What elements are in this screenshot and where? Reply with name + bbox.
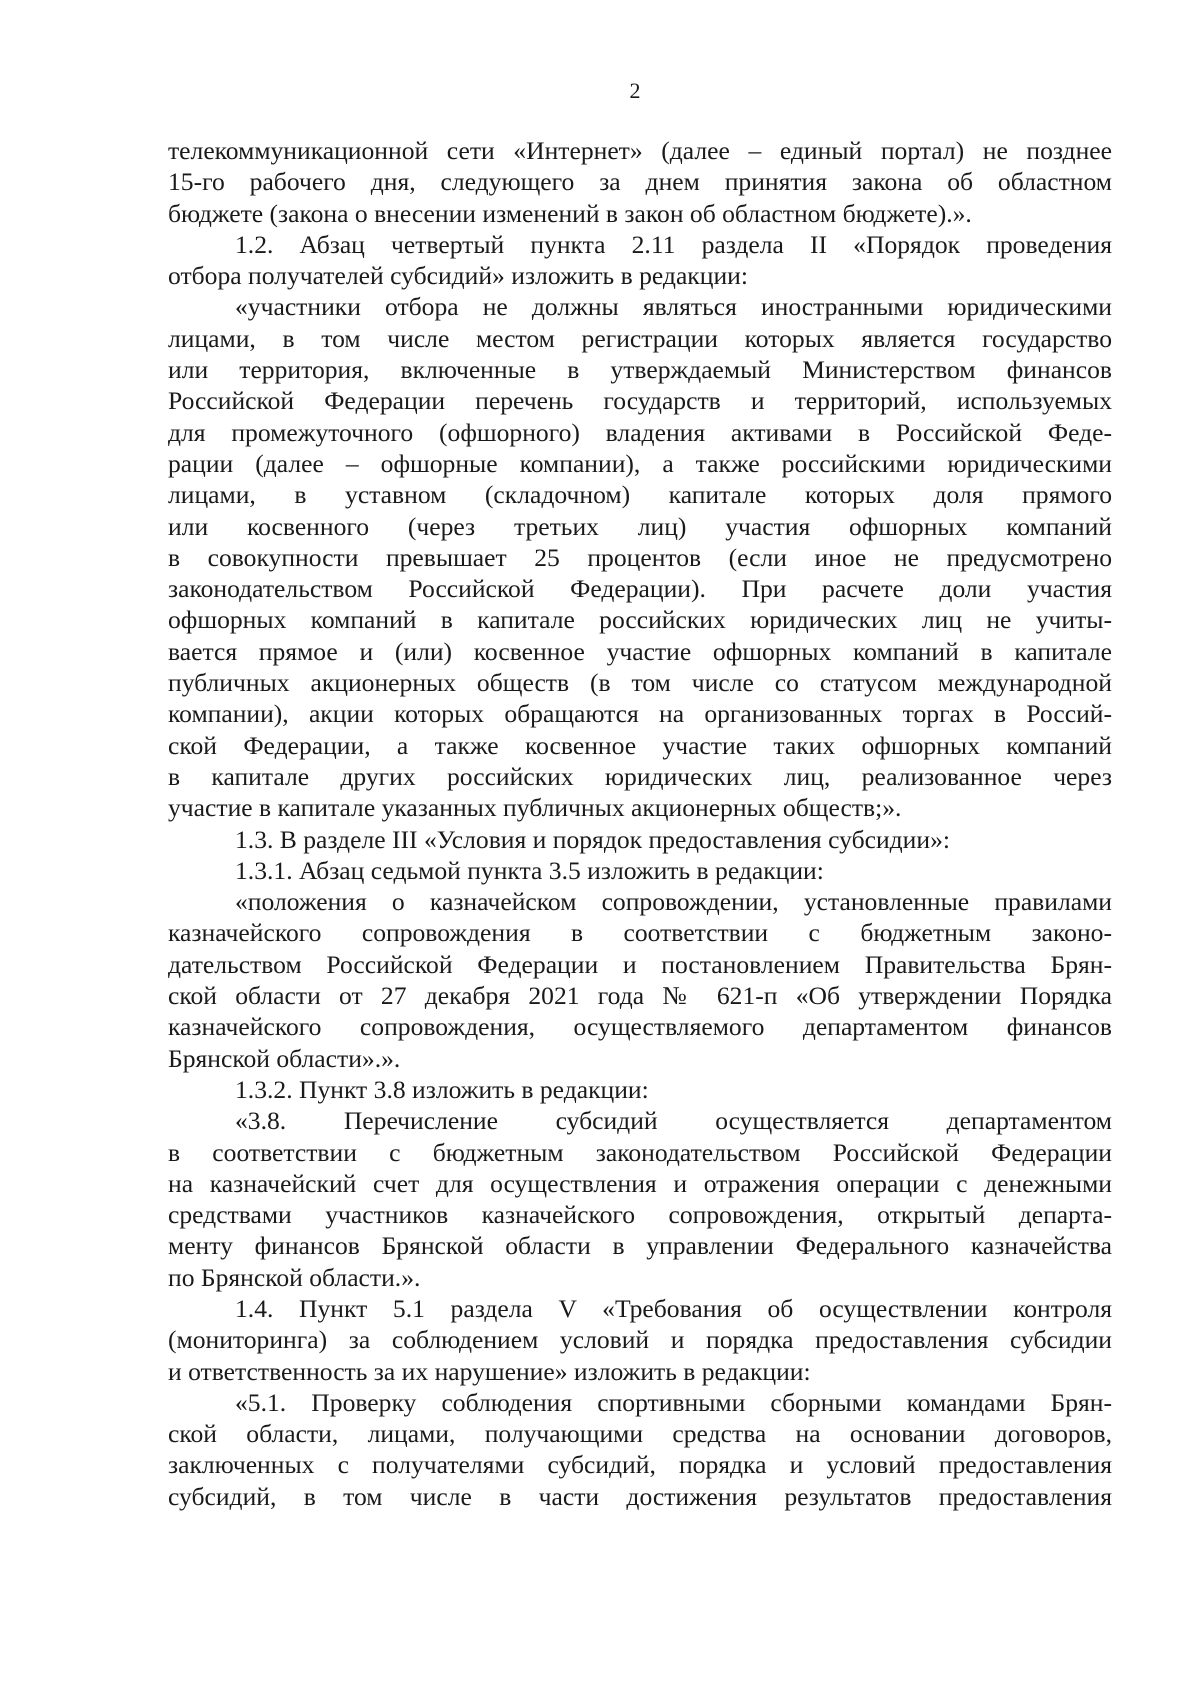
paragraph-8-line-3: на казначейский счет для осуществления и отражения операции с денежными [168,1168,1112,1198]
paragraph-10-line-1: «5.1. Проверку соблюдения спортивными сборными командами Брян- [235,1387,1112,1417]
paragraph-3-line-7: лицами, в уставном (складочном) капитале которых доля прямого [168,480,1112,510]
paragraph-6-line-6: Брянской области».». [168,1043,401,1073]
paragraph-8-line-4: средствами участников казначейского сопровождения, открытый департа- [168,1200,1112,1230]
paragraph-6-line-2: казначейского сопровождения в соответствии с бюджетным законо- [168,918,1112,948]
paragraph-1-line-2: 15-го рабочего дня, следующего за днем принятия закона об областном [168,167,1112,197]
paragraph-3-line-2: лицами, в том числе местом регистрации которых является государство [168,323,1112,353]
paragraph-1-line-3: бюджете (закона о внесении изменений в закон об областном бюджете).». [168,198,972,228]
paragraph-3-line-12: вается прямое и (или) косвенное участие офшорных компаний в капитале [168,636,1112,666]
paragraph-6-line-5: казначейского сопровождения, осуществляемого департаментом финансов [168,1012,1112,1042]
paragraph-8-line-5: менту финансов Брянской области в управлении Федерального казначейства [168,1231,1112,1261]
paragraph-3-line-10: законодательством Российской Федерации). При расчете доли участия [168,574,1112,604]
paragraph-2-line-2: отбора получателей субсидий» изложить в редакции: [168,261,748,291]
paragraph-3-line-15: ской Федерации, а также косвенное участие таких офшорных компаний [168,730,1112,760]
paragraph-3-line-5: для промежуточного (офшорного) владения активами в Российской Феде- [168,417,1112,447]
paragraph-3-line-9: в совокупности превышает 25 процентов (если иное не предусмотрено [168,542,1112,572]
paragraph-6-line-4: ской области от 27 декабря 2021 года № 621-п «Об утверждении Порядка [168,981,1112,1011]
paragraph-10-line-2: ской области, лицами, получающими средства на основании договоров, [168,1419,1112,1449]
paragraph-5-line-1: 1.3.1. Абзац седьмой пункта 3.5 изложить в редакции: [235,855,824,885]
paragraph-3-line-4: Российской Федерации перечень государств и территорий, используемых [168,386,1112,416]
paragraph-8-line-1: «3.8. Перечисление субсидий осуществляется департаментом [235,1106,1112,1136]
paragraph-3-line-14: компании), акции которых обращаются на организованных торгах в Россий- [168,699,1112,729]
paragraph-3-line-11: офшорных компаний в капитале российских юридических лиц не учиты- [168,605,1112,635]
paragraph-9-line-3: и ответственность за их нарушение» изложить в редакции: [168,1356,811,1386]
paragraph-1-line-1: телекоммуникационной сети «Интернет» (далее – единый портал) не позднее [168,136,1112,165]
paragraph-8-line-2: в соответствии с бюджетным законодательством Российской Федерации [168,1137,1112,1167]
paragraph-9-line-1: 1.4. Пункт 5.1 раздела V «Требования об осуществлении контроля [235,1293,1112,1323]
paragraph-10-line-4: субсидий, в том числе в части достижения результатов предоставления [168,1481,1112,1511]
page-number: 2 [629,78,641,103]
paragraph-7-line-1: 1.3.2. Пункт 3.8 изложить в редакции: [235,1074,649,1104]
paragraph-3-line-6: рации (далее – офшорные компании), а также российскими юридическими [168,448,1112,478]
paragraph-8-line-6: по Брянской области.». [168,1262,421,1292]
paragraph-9-line-2: (мониторинга) за соблюдением условий и порядка предоставления субсидии [168,1325,1112,1355]
document-body [168,135,1112,1512]
paragraph-2-line-1: 1.2. Абзац четвертый пункта 2.11 раздела II «Порядок проведения [235,229,1112,259]
paragraph-6-line-1: «положения о казначейском сопровождении, установленные правилами [235,887,1112,917]
paragraph-6-line-3: дательством Российской Федерации и постановлением Правительства Брян- [168,949,1112,979]
paragraph-3-line-1: «участники отбора не должны являться иностранными юридическими [235,292,1112,322]
paragraph-4-line-1: 1.3. В разделе III «Условия и порядок предоставления субсидии»: [235,824,950,854]
paragraph-10-line-3: заключенных с получателями субсидий, порядка и условий предоставления [168,1450,1112,1480]
paragraph-3-line-17: участие в капитале указанных публичных акционерных обществ;». [168,793,902,823]
paragraph-3-line-3: или территория, включенные в утверждаемый Министерством финансов [168,355,1112,385]
paragraph-3-line-8: или косвенного (через третьих лиц) участия офшорных компаний [168,511,1112,541]
paragraph-3-line-13: публичных акционерных обществ (в том числе со статусом международной [168,668,1112,698]
paragraph-3-line-16: в капитале других российских юридических лиц, реализованное через [168,761,1112,791]
